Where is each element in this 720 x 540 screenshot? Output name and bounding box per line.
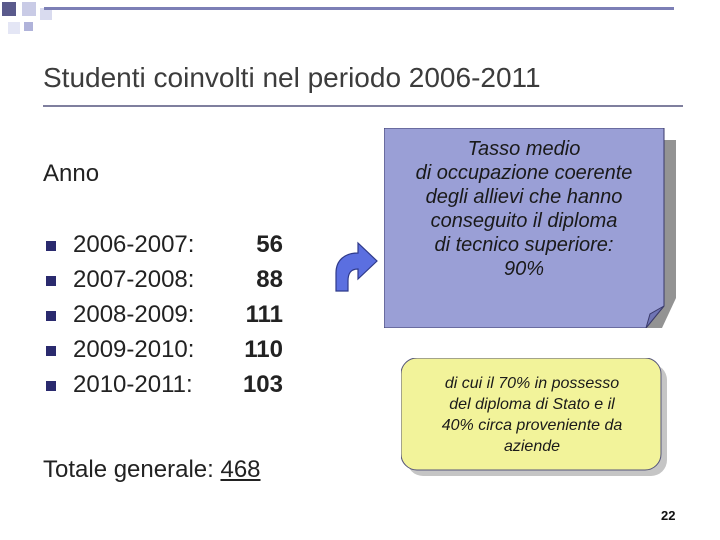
total-value: 468 xyxy=(220,456,261,483)
corner-decoration xyxy=(0,0,60,40)
year-label: 2006-2007: xyxy=(73,231,195,258)
callout-line: di cui il 70% in possesso xyxy=(444,375,620,392)
callout-line: di tecnico superiore: xyxy=(434,234,614,256)
title-divider xyxy=(43,105,683,107)
callout-line: di occupazione coerente xyxy=(415,162,633,184)
grand-total xyxy=(43,456,261,484)
student-count: 88 xyxy=(256,266,283,293)
bullet-icon xyxy=(46,276,56,286)
callout-line: degli allievi che hanno xyxy=(425,186,623,208)
section-label: Anno xyxy=(43,160,100,187)
callout-line: Tasso medio xyxy=(467,138,581,160)
callout-line: del diploma di Stato e il xyxy=(449,396,615,413)
callout-line: aziende xyxy=(503,438,561,455)
callout-line: 90% xyxy=(503,258,545,280)
top-accent-bar xyxy=(44,7,674,10)
callout-line: conseguito il diploma xyxy=(430,210,618,232)
student-count: 56 xyxy=(256,231,283,258)
bullet-icon xyxy=(46,241,56,251)
year-label: 2010-2011: xyxy=(73,371,193,398)
total-label: Totale generale: xyxy=(43,456,214,483)
bullet-icon xyxy=(46,381,56,391)
callout-line: 40% circa proveniente da xyxy=(441,417,623,434)
year-label: 2008-2009: xyxy=(73,301,195,328)
curved-arrow-icon xyxy=(333,233,379,298)
student-count: 103 xyxy=(242,371,283,398)
diploma-detail-callout xyxy=(401,358,669,478)
year-label: 2009-2010: xyxy=(73,336,195,363)
page-title: Studenti coinvolti nel periodo 2006-2011 xyxy=(43,62,541,93)
page-number: 22 xyxy=(661,508,676,523)
bullet-icon xyxy=(46,311,56,321)
bullet-icon xyxy=(46,346,56,356)
student-count: 111 xyxy=(245,301,283,328)
occupancy-rate-callout xyxy=(384,128,676,328)
callout-detail-text xyxy=(401,373,663,457)
callout-main-text xyxy=(384,137,664,281)
student-count: 110 xyxy=(244,336,283,363)
year-label: 2007-2008: xyxy=(73,266,195,293)
